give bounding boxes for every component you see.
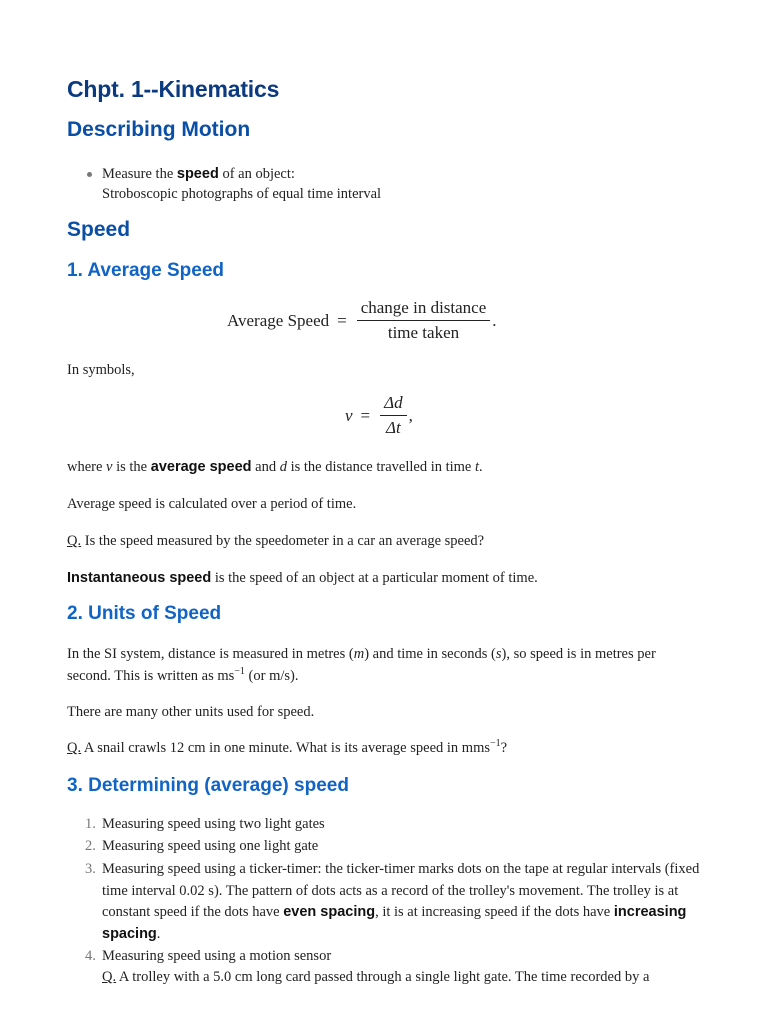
list-item-text: , it is at increasing speed if the dots have — [375, 904, 614, 920]
symbol-equation — [345, 393, 413, 438]
text-run: second. This is written as ms — [67, 668, 235, 684]
text-run: In the SI system, distance is measured in metres ( — [67, 646, 354, 662]
list-item-text: Measuring speed using a ticker-timer: the ticker-timer marks dots on the tape at regular intervals (fixed time interval 0.02 s). The pattern of dots acts as a record of the trolley's movement. The trolley is at constant speed if the dots have — [102, 861, 700, 920]
instantaneous-paragraph — [67, 567, 707, 589]
methods-list — [67, 814, 707, 988]
math-s: s — [495, 646, 502, 662]
superscript: −1 — [234, 666, 245, 677]
list-item — [67, 859, 707, 945]
text-run: ), so speed is in metres per — [501, 646, 656, 662]
text-run: is the speed of an object at a particular moment of time. — [211, 570, 538, 586]
text-run: where — [67, 459, 107, 475]
equation-lhs: Average Speed — [227, 310, 330, 330]
question-snail — [67, 737, 707, 761]
equation-numerator: Δd — [380, 393, 406, 416]
average-speed-equation — [227, 298, 497, 343]
question-label: Q. — [67, 533, 82, 549]
equation-equals: = — [337, 310, 347, 330]
in-symbols-text: In symbols, — [67, 362, 135, 378]
page-title: Chpt. 1--Kinematics — [67, 76, 280, 102]
question-speedometer — [67, 530, 707, 552]
list-number: 3. — [85, 861, 96, 877]
si-paragraph — [67, 643, 707, 689]
heading-determining-speed: 3. Determining (average) speed — [67, 775, 349, 796]
list-item — [67, 836, 707, 857]
text-run: . — [479, 459, 483, 475]
equation-denominator: Δt — [386, 418, 401, 437]
bold-instantaneous-speed: Instantaneous speed — [67, 570, 212, 586]
bullet-text: of an object: — [218, 166, 295, 182]
equation-fraction — [380, 393, 406, 438]
list-item-text: Measuring speed using two light gates — [102, 816, 325, 832]
heading-units-of-speed: 2. Units of Speed — [67, 603, 222, 624]
list-item-text: Measuring speed using a motion sensor — [102, 948, 332, 964]
motion-bullet-list — [85, 164, 685, 204]
heading-speed: Speed — [67, 218, 131, 241]
equation-equals: = — [360, 405, 371, 425]
text-run: is the distance travelled in time — [286, 459, 475, 475]
equation-numerator: change in distance — [357, 298, 491, 321]
bullet-bold-speed: speed — [176, 166, 219, 182]
list-number: 1. — [85, 816, 96, 832]
text-run: ? — [500, 740, 508, 756]
equation-denominator: time taken — [387, 323, 460, 342]
question-text: A snail crawls 12 cm in one minute. What is its average speed in mms — [81, 740, 490, 756]
list-item — [67, 814, 707, 835]
math-t: t — [475, 459, 480, 475]
question-label: Q. — [67, 740, 82, 756]
text-run: and — [251, 459, 280, 475]
text-run: is the — [112, 459, 151, 475]
question-text: Is the speed measured by the speedometer in a car an average speed? — [81, 533, 485, 549]
math-d: d — [279, 459, 287, 475]
list-number: 4. — [85, 948, 96, 964]
list-item-text: Measuring speed using one light gate — [102, 838, 319, 854]
list-item — [85, 164, 685, 204]
heading-describing-motion: Describing Motion — [67, 118, 251, 141]
equation-period: . — [492, 310, 497, 330]
math-v: v — [106, 459, 113, 475]
text-run: ) and time in seconds ( — [364, 646, 496, 662]
equation-v: v — [345, 405, 353, 425]
list-number: 2. — [85, 838, 96, 854]
over-period-paragraph: Average speed is calculated over a period of time. — [67, 496, 357, 512]
bullet-text: Measure the — [102, 166, 177, 182]
math-m: m — [353, 646, 365, 662]
equation-comma: , — [408, 405, 413, 425]
list-item-text: . — [156, 925, 161, 942]
bold-even-spacing: even spacing — [283, 904, 376, 920]
where-paragraph — [67, 456, 707, 478]
list-item — [67, 946, 707, 988]
text-run: (or m/s). — [244, 668, 299, 684]
superscript: −1 — [489, 738, 501, 749]
other-units-paragraph: There are many other units used for speed. — [67, 704, 315, 720]
question-label: Q. — [102, 969, 117, 985]
bold-increasing-spacing: increasing spacing — [102, 904, 687, 942]
bullet-line-2: Stroboscopic photographs of equal time interval — [102, 186, 382, 202]
question-text: A trolley with a 5.0 cm long card passed through a single light gate. The time recorded by a — [116, 969, 650, 985]
equation-fraction — [357, 298, 491, 343]
bold-average-speed: average speed — [150, 459, 252, 475]
heading-average-speed: 1. Average Speed — [67, 260, 225, 281]
